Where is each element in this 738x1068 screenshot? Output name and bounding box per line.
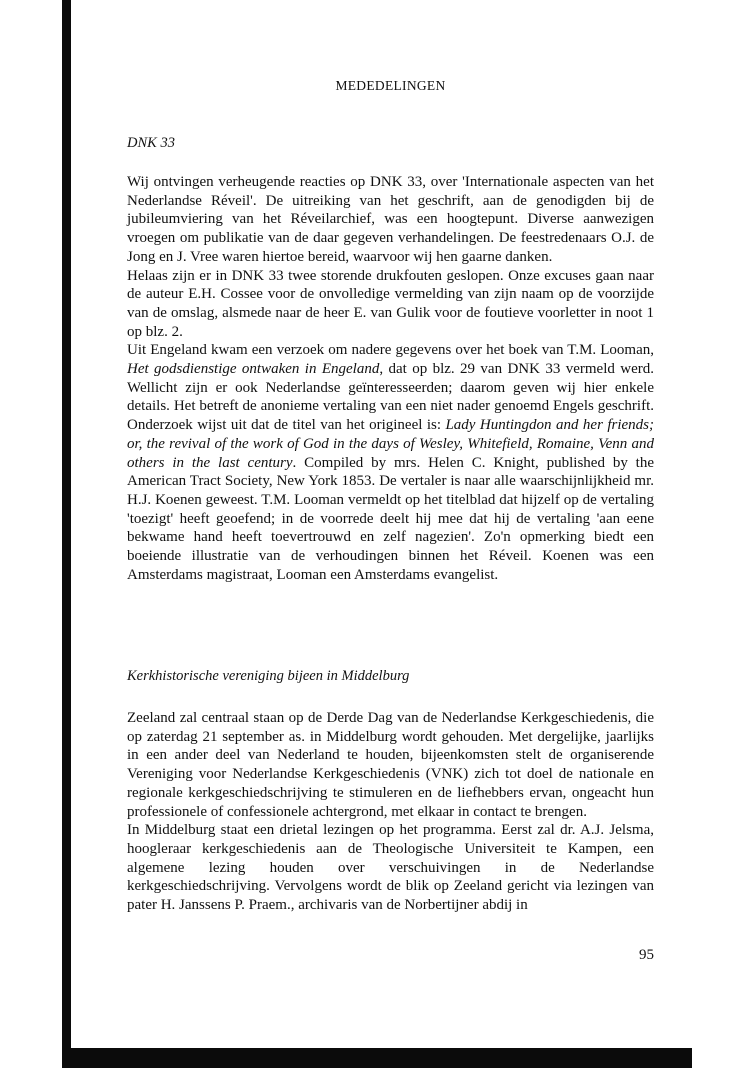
book-title: Het godsdienstige ontwaken in Engeland — [127, 361, 380, 378]
scan-border-bottom — [62, 1048, 692, 1068]
original-title: Lady Huntingdon and her friends; or, the revival of the work of God in the days of Wesley, Whitefield, Romaine, Venn and others in the last century — [127, 417, 654, 471]
paragraph-text: . Compiled by mrs. Helen C. Knight, published by the American Tract Society, New York 1853. De vertaler is naar alle waarschijnlijkheid mr. H.J. Koenen geweest. T.M. Looman vermeldt op het titelblad dat hijzelf op de vertaling 'toezigt' heeft geoefend; in de voorrede deelt hij mee dat hij de vertaling 'aan eene bekwame hand heeft toevertrouwd en zelf nagezien'. Zo'n opmerking biedt een boeiende illustratie van de verhoudingen binnen het Réveil. Koenen was een Amsterdams magistraat, Looman een Amsterdams evangelist. — [127, 454, 654, 583]
paragraph: Helaas zijn er in DNK 33 twee storende drukfouten geslopen. Onze excuses gaan naar de auteur E.H. Cossee voor de onvolledige vermelding van zijn naam op de voorzijde van de omslag, alsmede naar de heer E. van Gulik voor de foutieve voorletter in noot 1 op blz. 2. — [127, 267, 654, 340]
paragraph: Wij ontvingen verheugende reacties op DNK 33, over 'Internationale aspecten van het Nederlandse Réveil'. De uitreiking van het geschrift, aan de genodigden bij de jubileumviering van het Réveilarchief, was een hoogtepunt. Diverse aanwezigen vroegen om publikatie van de daar gegeven verhandelingen. De feestredenaars O.J. de Jong en J. Vree waren hiertoe bereid, waarvoor wij hen gaarne danken. — [127, 174, 654, 265]
scan-border-left — [62, 0, 71, 1050]
section-body-dnk33 — [127, 173, 654, 584]
section-title-middelburg: Kerkhistorische vereniging bijeen in Middelburg — [127, 668, 410, 684]
section-body-middelburg — [127, 709, 654, 915]
running-head: MEDEDELINGEN — [335, 78, 446, 93]
page-number: 95 — [639, 947, 654, 963]
paragraph — [127, 341, 654, 584]
section-title-dnk33: DNK 33 — [127, 135, 175, 151]
paragraph-text: Uit Engeland kwam een verzoek om nadere gegevens over het boek van T.M. Looman, — [127, 342, 654, 359]
paragraph: Zeeland zal centraal staan op de Derde Dag van de Nederlandse Kerkgeschiedenis, die op zaterdag 21 september as. in Middelburg wordt gehouden. Met dergelijke, jaarlijks in een ander deel van Nederland te houden, bijeenkomsten stelt de organiserende Vereniging voor Nederlandse Kerkgeschiedenis (VNK) zich tot doel de nationale en regionale kerkgeschiedschrijving te stimuleren en de liefhebbers ervan, ongeacht hun professionele of confessionele achtergrond, met elkaar in contact te brengen. — [127, 710, 654, 820]
paragraph-text: , dat op blz. 29 van DNK 33 vermeld werd. Wellicht zijn er ook Nederlandse geïnteresseerden; daarom geven wij hier enkele details. Het betreft de anonieme vertaling van een niet nader genoemd Engels geschrift. Onderzoek wijst uit dat de titel van het origineel is: — [127, 361, 655, 434]
paragraph: In Middelburg staat een drietal lezingen op het programma. Eerst zal dr. A.J. Jelsma, hoogleraar kerkgeschiedenis aan de Theologische Universiteit te Kampen, een algemene lezing houden over verschuivingen in de Nederlandse kerkgeschiedschrijving. Vervolgens wordt de blik op Zeeland gericht via lezingen van pater H. Janssens P. Praem., archivaris van de Norbertijner abdij in — [127, 822, 654, 914]
